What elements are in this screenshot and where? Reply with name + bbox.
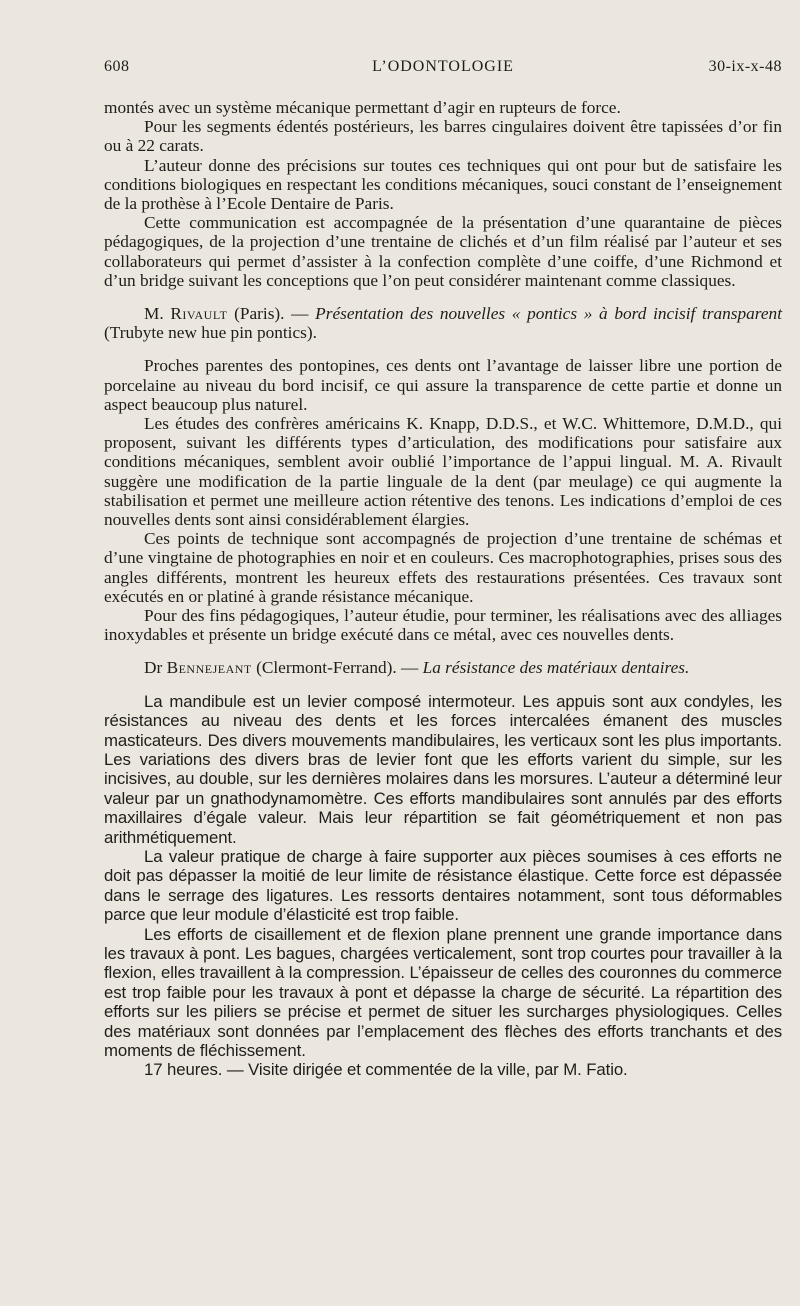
speaker-prefix: M.	[144, 304, 171, 324]
running-header	[104, 58, 782, 84]
paragraph: Les efforts de cisaillement et de flexion plane prennent une grande importance dans les travaux à pont. Les bagues, chargées verticalement, sont trop courtes pour travailler à la flexion, elles travaillent à la compression. L’épaisseur de celles des couronnes du commerce est trop faible pour les travaux à pont et dépasse la charge de sécurité. La répartition des efforts sur les piliers se précise et permet de situer les surcharges physiologiques. Celles des matériaux sont données par l’emplacement des flèches des efforts tranchants et des moments de fléchissement.	[104, 924, 782, 1060]
paragraph: 17 heures. — Visite dirigée et commentée de la ville, par M. Fatio.	[144, 1060, 628, 1080]
article-body-sans	[104, 692, 782, 1080]
speaker-heading-rivault	[104, 304, 782, 342]
paragraph: Cette communication est accompagnée de la présentation d’une quarantaine de pièces pédagogiques, de la projection d’une trentaine de clichés et d’un film réalisé par l’auteur et ses collaborateurs qui permet d’assister à la confection complète d’une coiffe, d’une Richmond et d’un bridge suivant les conceptions que l’on peut considérer maintenant comme classiques.	[104, 213, 782, 290]
paragraph: Pour des fins pédagogiques, l’auteur étudie, pour terminer, les réalisations avec des alliages inoxydables et présente un bridge exécuté dans ce métal, avec ces nouvelles dents.	[104, 606, 782, 645]
speaker-heading-bennejeant	[104, 658, 782, 677]
speaker-prefix: Dr	[144, 658, 167, 678]
talk-title: Présentation des nouvelles « pontics » à bord incisif transparent	[315, 304, 783, 324]
paragraph: Pour les segments édentés postérieurs, les barres cingulaires doivent être tapissées d’or fin ou à 22 carats.	[104, 117, 782, 156]
journal-title: L’ODONTOLOGIE	[372, 58, 514, 75]
paragraph: montés avec un système mécanique permettant d’agir en rupteurs de force.	[104, 98, 621, 117]
article-body	[104, 98, 782, 678]
paragraph: Ces points de technique sont accompagnés de projection d’une trentaine de schémas et d’une vingtaine de photographies en noir et en couleurs. Ces macrophotographies, prises sous des angles différents, montrent les heureux effets des restaurations présentées. Ces travaux sont exécutés en or platiné à grande résistance mécanique.	[104, 529, 782, 606]
issue-date: 30-ix-x-48	[708, 58, 782, 75]
speaker-name: Bennejeant	[166, 658, 252, 678]
speaker-place: (Clermont-Ferrand). —	[251, 658, 423, 678]
paragraph: Les études des confrères américains K. Knapp, D.D.S., et W.C. Whittemore, D.M.D., qui proposent, suivant les différents types d’articulation, des modifications pour satisfaire aux conditions mécaniques, semblent avoir oublié l’importance de l’appui lingual. M. A. Rivault suggère une modification de la partie linguale de la dent (par meulage) ce qui augmente la stabilisation et permet une meilleure action rétentive des tenons. Les indications d’emploi de ces nouvelles dents sont ainsi considérablement élargies.	[104, 414, 782, 530]
talk-title: La résistance des matériaux dentaires.	[422, 658, 690, 678]
page-number: 608	[104, 58, 130, 75]
speaker-name: Rivault	[170, 304, 228, 324]
paragraph: La valeur pratique de charge à faire supporter aux pièces soumises à ces efforts ne doit pas dépasser la moitié de leur limite de résistance élastique. Cette force est dépassée dans le serrage des ligatures. Les ressorts dentaires notamment, sont tous déformables parce que leur module d’élasticité est trop faible.	[104, 846, 782, 925]
speaker-place: (Paris). —	[227, 304, 316, 324]
paragraph: Proches parentes des pontopines, ces dents ont l’avantage de laisser libre une portion de porcelaine au niveau du bord incisif, ce qui assure la transparence de cette partie et donne un aspect beaucoup plus naturel.	[104, 356, 782, 414]
paragraph: La mandibule est un levier composé intermoteur. Les appuis sont aux condyles, les résistances au niveau des dents et les forces intercalées émanent des muscles masticateurs. Des divers mouvements mandibulaires, les verticaux sont les plus importants. Les variations des divers bras de levier font que les efforts varient du simple, sur les incisives, au double, sur les dernières molaires dans les morsures. L’auteur a déterminé leur valeur par un gnathodynamomètre. Ces efforts mandibulaires sont annulés par des efforts maxillaires d’égale valeur. Mais leur répartition se fait géométriquement et non pas arithmétiquement.	[104, 691, 782, 847]
paragraph: L’auteur donne des précisions sur toutes ces techniques qui ont pour but de satisfaire les conditions biologiques en respectant les conditions mécaniques, souci constant de l’enseignement de la prothèse à l’Ecole Dentaire de Paris.	[104, 155, 782, 214]
talk-subtitle: (Trubyte new hue pin pontics).	[104, 323, 317, 343]
